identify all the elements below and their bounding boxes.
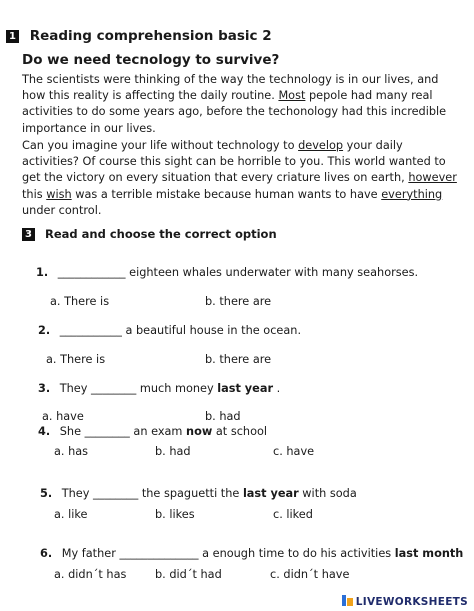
section-title: Read and choose the correct option [45,227,277,241]
question-4-option-c[interactable]: c. have [273,445,315,458]
logo-text: LIVEWORKSHEETS [355,596,468,608]
question-number: 1. [36,266,49,279]
question-text-end: at school [212,425,268,438]
question-4 [38,425,267,438]
question-text[interactable]: ___________ a beautiful house in the ocean. [59,324,302,337]
question-time-keyword: last year [242,487,299,500]
question-3-option-a[interactable]: a. have [42,410,84,423]
question-2-option-b[interactable]: b. there are [205,353,272,366]
question-5 [40,487,357,500]
question-text[interactable]: She ________ an exam [59,425,187,438]
section-1-header [6,28,272,44]
paragraph-text: Can you imagine your life without technology to [22,139,299,152]
underlined-word: everything [381,187,443,201]
question-5-option-a[interactable]: a. like [54,508,88,521]
question-text[interactable]: ____________ eighteen whales underwater with many seahorses. [57,266,419,279]
paragraph-text: pepole had many real activities to do some years ago, before the techonology had this incredible importance in our lives. [22,89,447,135]
reading-paragraph-2 [22,138,462,219]
underlined-word: however [408,171,457,185]
paragraph-text: The scientists were thinking of the way the technology is in our lives, and how this reality is affecting the daily routine. [22,73,439,103]
question-time-keyword: last year [217,382,274,395]
question-6-option-b[interactable]: b. did´t had [155,568,222,581]
question-number: 5. [40,487,53,500]
question-4-option-a[interactable]: a. has [54,445,89,458]
section-number-badge: 3 [22,228,35,241]
question-number: 6. [40,547,53,560]
paragraph-text: was a terrible mistake because human wants to have [71,187,382,201]
question-1-option-a[interactable]: a. There is [50,295,110,308]
paragraph-text: this [22,187,47,201]
question-time-keyword: last month [394,547,464,560]
section-title: Reading comprehension basic 2 [29,28,272,44]
question-text[interactable]: My father ______________ a enough time to do his activities [61,547,395,560]
reading-paragraph-1 [22,72,462,137]
liveworksheets-logo-icon [342,595,353,606]
paragraph-text: under control. [22,203,102,217]
question-number: 3. [38,382,51,395]
question-1-option-b[interactable]: b. there are [205,295,272,308]
underlined-word: Most [278,89,306,103]
paragraph-text: your daily activities? Of course this sight can be horrible to you. This world wanted to get the victory on every situation that every criature lives on earth, [22,139,446,185]
liveworksheets-logo [342,595,468,608]
question-2-option-a[interactable]: a. There is [46,353,106,366]
underlined-word: develop [298,139,344,152]
question-6-option-a[interactable]: a. didn´t has [54,568,127,581]
question-3-option-b[interactable]: b. had [205,410,241,423]
question-number: 4. [38,425,51,438]
question-time-keyword: now [186,425,213,438]
question-text-end: with soda [298,487,357,500]
section-3-header [22,227,277,241]
underlined-word: wish [46,187,72,201]
question-1 [36,266,418,279]
question-4-option-b[interactable]: b. had [155,445,191,458]
question-text[interactable]: They ________ the spaguetti the [61,487,243,500]
question-2 [38,324,301,337]
reading-subtitle: Do we need tecnology to survive? [22,52,280,68]
question-text-end: . [273,382,281,395]
question-text[interactable]: They ________ much money [59,382,218,395]
question-6-option-c[interactable]: c. didn´t have [270,568,350,581]
question-number: 2. [38,324,51,337]
section-number-badge: 1 [6,30,19,43]
question-3 [38,382,280,395]
question-6 [40,547,463,560]
question-5-option-c[interactable]: c. liked [273,508,313,521]
question-5-option-b[interactable]: b. likes [155,508,195,521]
